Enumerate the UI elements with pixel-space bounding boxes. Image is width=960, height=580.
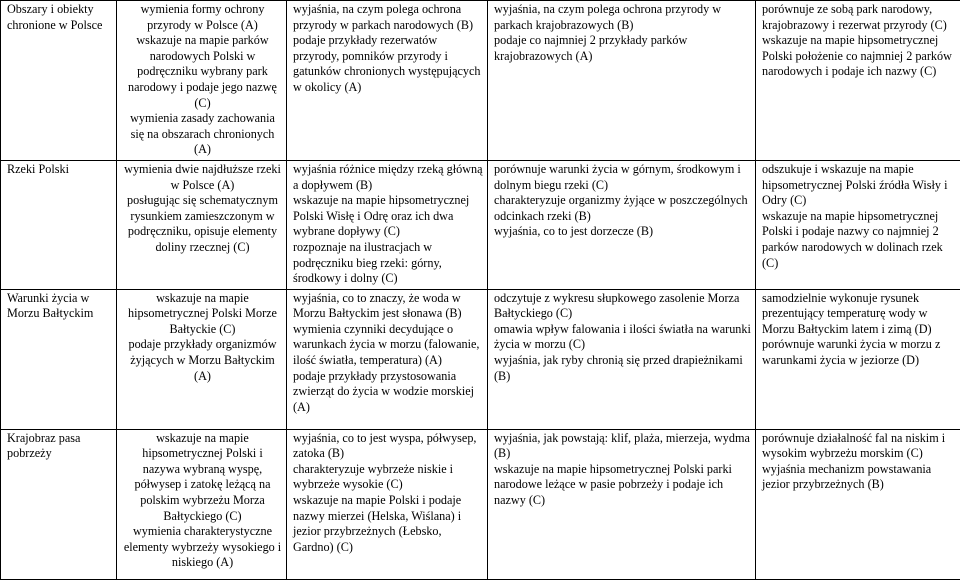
requirement-cell-advanced xyxy=(488,289,756,429)
requirement-item: wskazuje na mapie hipsometrycznej Polski i podaje nazwy co najmniej 2 parków narodowych w dolinach rzek (C) xyxy=(762,209,956,271)
topic-cell xyxy=(1,1,117,161)
requirement-item: wymienia czynniki decydujące o warunkach życia w morzu (falowanie, ilość światła, temperatura) (A) xyxy=(293,322,483,369)
topic-label: Krajobraz pasa pobrzeży xyxy=(7,431,80,461)
requirement-item: odczytuje z wykresu słupkowego zasolenie Morza Bałtyckiego (C) xyxy=(494,291,751,322)
requirement-item: wymienia formy ochrony przyrody w Polsce (A) xyxy=(123,2,282,33)
requirement-item: charakteryzuje wybrzeże niskie i wybrzeże wysokie (C) xyxy=(293,462,483,493)
requirement-item: porównuje ze sobą park narodowy, krajobrazowy i rezerwat przyrody (C) xyxy=(762,2,956,33)
requirement-item: odszukuje i wskazuje na mapie hipsometrycznej Polski źródła Wisły i Odry (C) xyxy=(762,162,956,209)
requirement-cell-excellent xyxy=(756,289,960,429)
table-row xyxy=(1,289,960,429)
requirement-item: podaje przykłady rezerwatów przyrody, pomników przyrody i gatunków chronionych występujących w okolicy (A) xyxy=(293,33,483,95)
requirement-item: wymienia zasady zachowania się na obszarach chronionych (A) xyxy=(123,111,282,158)
requirement-item: podaje przykłady organizmów żyjących w Morzu Bałtyckim (A) xyxy=(123,337,282,384)
requirement-item: wymienia charakterystyczne elementy wybrzeży wysokiego i niskiego (A) xyxy=(123,524,282,571)
requirement-item: rozpoznaje na ilustracjach w podręczniku bieg rzeki: górny, środkowy i dolny (C) xyxy=(293,240,483,287)
topic-label: Warunki życia w Morzu Bałtyckim xyxy=(7,291,93,321)
requirement-item: wyjaśnia, jak powstają: klif, plaża, mierzeja, wydma (B) xyxy=(494,431,751,462)
table-row xyxy=(1,1,960,161)
requirement-item: charakteryzuje organizmy żyjące w poszczególnych odcinkach rzeki (B) xyxy=(494,193,751,224)
requirement-item: wyjaśnia, co to jest dorzecze (B) xyxy=(494,224,751,240)
topic-label: Rzeki Polski xyxy=(7,162,69,176)
requirement-item: wyjaśnia, co to znaczy, że woda w Morzu Bałtyckim jest słonawa (B) xyxy=(293,291,483,322)
requirement-cell-extended xyxy=(287,1,488,161)
requirement-item: podaje co najmniej 2 przykłady parków krajobrazowych (A) xyxy=(494,33,751,64)
requirement-item: wskazuje na mapie hipsometrycznej Polski Morze Bałtyckie (C) xyxy=(123,291,282,338)
requirement-cell-extended xyxy=(287,160,488,289)
requirement-item: porównuje warunki życia w górnym, środkowym i dolnym biegu rzeki (C) xyxy=(494,162,751,193)
requirement-item: wyjaśnia, na czym polega ochrona przyrody w parkach narodowych (B) xyxy=(293,2,483,33)
requirement-item: posługując się schematycznym rysunkiem zamieszczonym w podręczniku, opisuje elementy doliny rzecznej (C) xyxy=(123,193,282,255)
requirement-cell-advanced xyxy=(488,160,756,289)
requirement-cell-extended xyxy=(287,289,488,429)
requirement-item: wskazuje na mapie hipsometrycznej Polski parki narodowe leżące w pasie pobrzeży i podaje ich nazwy (C) xyxy=(494,462,751,509)
requirement-item: wymienia dwie najdłuższe rzeki w Polsce (A) xyxy=(123,162,282,193)
topic-label: Obszary i obiekty chronione w Polsce xyxy=(7,2,102,32)
requirement-item: porównuje warunki życia w morzu z warunkami życia w jeziorze (D) xyxy=(762,337,956,368)
topic-cell xyxy=(1,160,117,289)
topic-cell xyxy=(1,289,117,429)
requirement-cell-basic xyxy=(117,289,287,429)
requirement-cell-basic xyxy=(117,160,287,289)
requirement-item: omawia wpływ falowania i ilości światła na warunki życia w morzu (C) xyxy=(494,322,751,353)
requirement-item: wyjaśnia, na czym polega ochrona przyrody w parkach krajobrazowych (B) xyxy=(494,2,751,33)
requirement-item: wyjaśnia, jak ryby chronią się przed drapieżnikami (B) xyxy=(494,353,751,384)
requirement-item: wyjaśnia mechanizm powstawania jezior przybrzeżnych (B) xyxy=(762,462,956,493)
requirement-item: wskazuje na mapie hipsometrycznej Polski położenie co najmniej 2 parków narodowych i podaje ich nazwy (C) xyxy=(762,33,956,80)
requirement-cell-advanced xyxy=(488,1,756,161)
requirement-cell-excellent xyxy=(756,1,960,161)
requirement-item: porównuje działalność fal na niskim i wysokim wybrzeżu morskim (C) xyxy=(762,431,956,462)
requirement-item: wskazuje na mapie hipsometrycznej Polski Wisłę i Odrę oraz ich dwa wybrane dopływy (C) xyxy=(293,193,483,240)
requirement-cell-basic xyxy=(117,1,287,161)
requirement-item: wskazuje na mapie parków narodowych Polski w podręczniku wybrany park narodowy i podaje jego nazwę (C) xyxy=(123,33,282,111)
requirement-item: wskazuje na mapie Polski i podaje nazwy mierzei (Helska, Wiślana) i jezior przybrzeżnych (Łebsko, Gardno) (C) xyxy=(293,493,483,555)
requirement-item: wyjaśnia, co to jest wyspa, półwysep, zatoka (B) xyxy=(293,431,483,462)
requirement-item: podaje przykłady przystosowania zwierząt do życia w wodzie morskiej (A) xyxy=(293,369,483,416)
requirement-item: samodzielnie wykonuje rysunek prezentujący temperaturę wody w Morzu Bałtyckim latem i zimą (D) xyxy=(762,291,956,338)
requirement-item: wyjaśnia różnice między rzeką główną a dopływem (B) xyxy=(293,162,483,193)
table-row xyxy=(1,160,960,289)
requirement-cell-excellent xyxy=(756,160,960,289)
requirement-item: wskazuje na mapie hipsometrycznej Polski i nazywa wybraną wyspę, półwysep i zatokę leżącą na polskim wybrzeżu Morza Bałtyckiego (C) xyxy=(123,431,282,525)
